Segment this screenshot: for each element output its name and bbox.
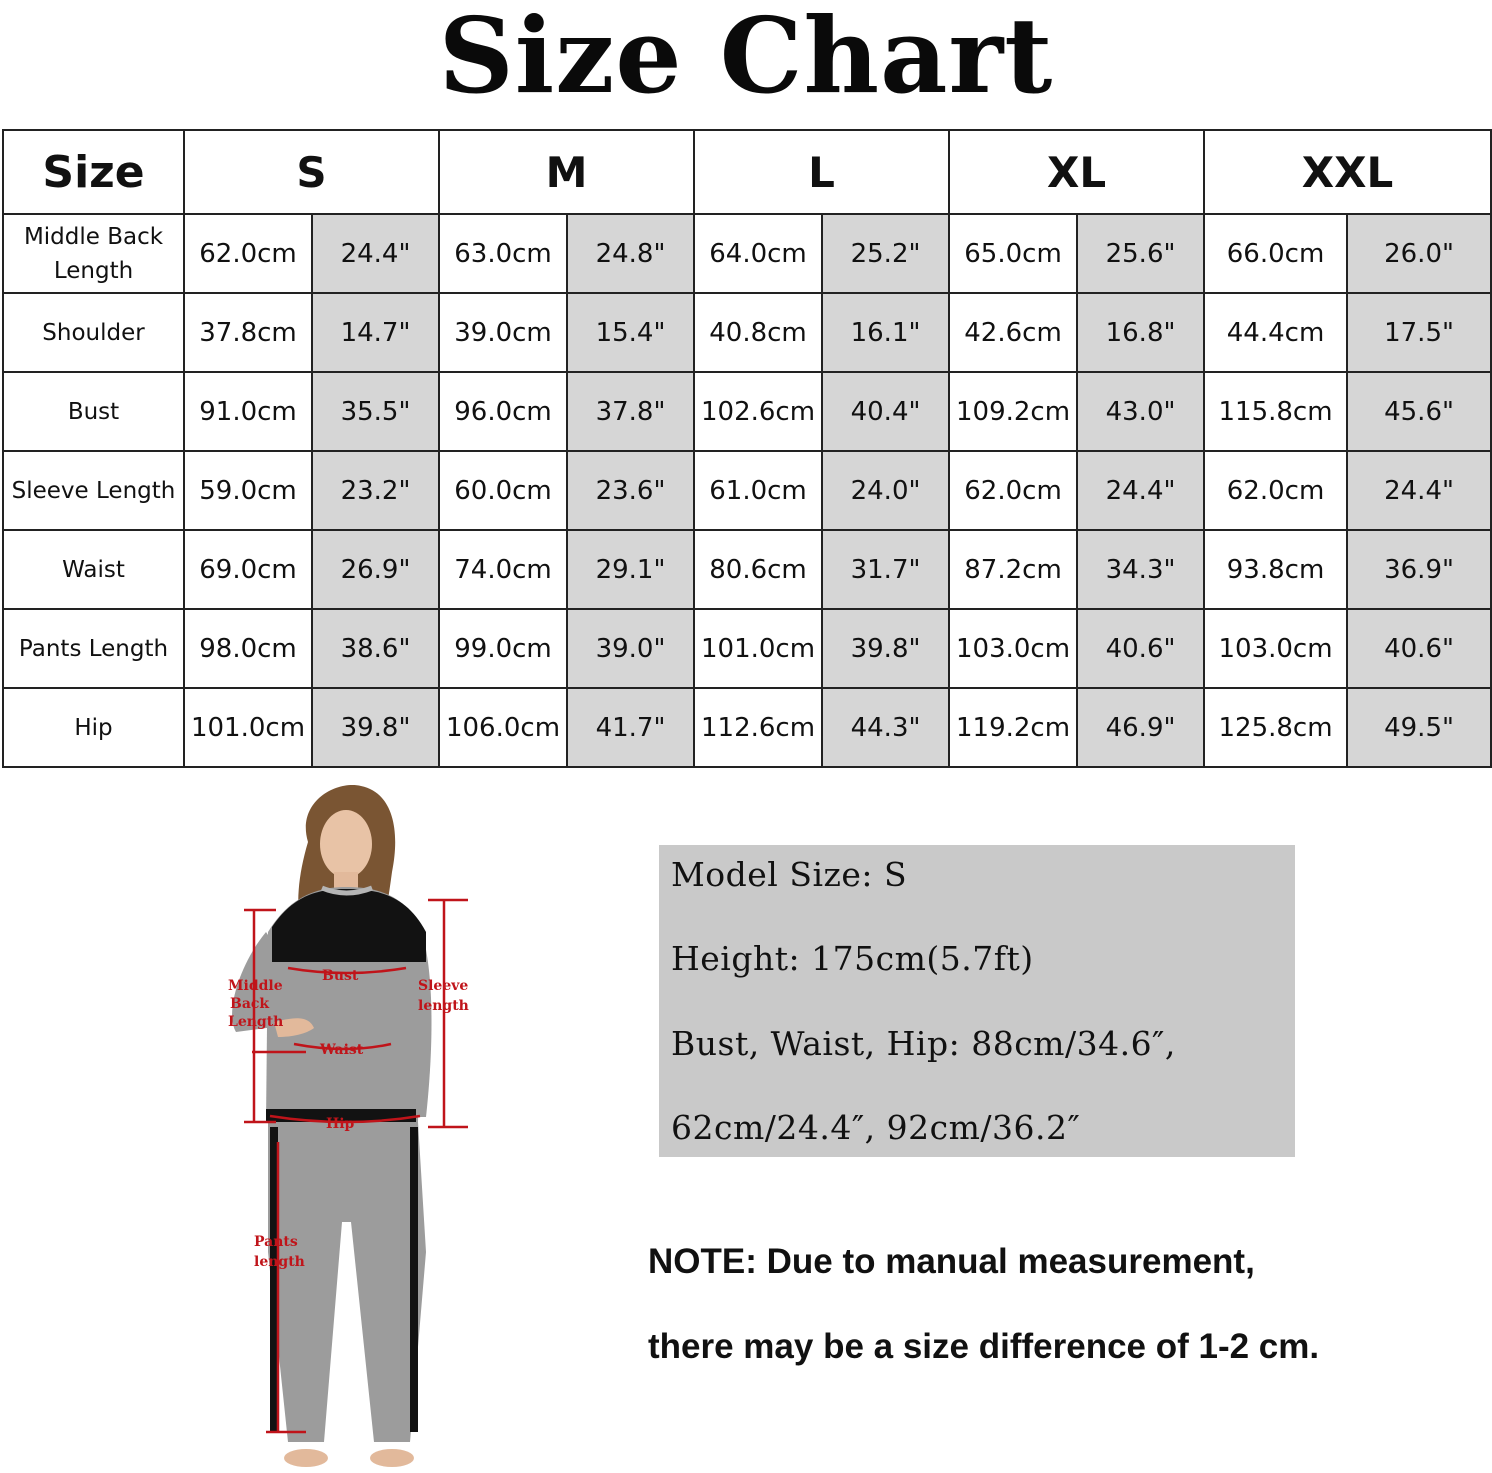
- model-height-text: Height: 175cm(5.7ft): [671, 939, 1034, 978]
- table-row: [3, 293, 1491, 372]
- cell-inch: 34.3": [1077, 530, 1204, 609]
- cell-inch: 40.6": [1077, 609, 1204, 688]
- model-info-box: [659, 845, 1295, 1157]
- sleeve-label-1: Sleeve: [418, 978, 469, 994]
- sleeve-label-2: length: [418, 998, 469, 1014]
- cell-cm: 66.0cm: [1204, 214, 1347, 293]
- size-col-xxl: XXL: [1204, 130, 1491, 214]
- size-col-m: M: [439, 130, 694, 214]
- cell-cm: 44.4cm: [1204, 293, 1347, 372]
- cell-cm: 65.0cm: [949, 214, 1077, 293]
- middle-back-label-2: Back: [230, 996, 270, 1012]
- model-figure: [196, 782, 496, 1472]
- cell-cm: 60.0cm: [439, 451, 567, 530]
- cell-inch: 24.4": [1077, 451, 1204, 530]
- size-col-s: S: [184, 130, 439, 214]
- cell-inch: 44.3": [822, 688, 949, 767]
- cell-inch: 29.1": [567, 530, 694, 609]
- row-label: Pants Length: [3, 609, 184, 688]
- cell-inch: 43.0": [1077, 372, 1204, 451]
- cell-cm: 64.0cm: [694, 214, 822, 293]
- note-line-2: there may be a size difference of 1-2 cm.: [648, 1327, 1320, 1366]
- pants-stripe-right: [410, 1127, 418, 1432]
- cell-inch: 39.8": [822, 609, 949, 688]
- cell-inch: 15.4": [567, 293, 694, 372]
- note-line-1: NOTE: Due to manual measurement,: [648, 1242, 1255, 1281]
- cell-cm: 101.0cm: [184, 688, 312, 767]
- cell-cm: 102.6cm: [694, 372, 822, 451]
- face-shape: [320, 810, 372, 878]
- cell-cm: 40.8cm: [694, 293, 822, 372]
- right-foot: [370, 1449, 414, 1467]
- cell-cm: 103.0cm: [1204, 609, 1347, 688]
- cell-cm: 87.2cm: [949, 530, 1077, 609]
- size-header: Size: [3, 130, 184, 214]
- cell-inch: 35.5": [312, 372, 439, 451]
- waist-label: Waist: [320, 1042, 364, 1058]
- cell-cm: 74.0cm: [439, 530, 567, 609]
- cell-inch: 31.7": [822, 530, 949, 609]
- size-table: [2, 129, 1492, 768]
- cell-inch: 16.1": [822, 293, 949, 372]
- cell-inch: 25.2": [822, 214, 949, 293]
- cell-inch: 25.6": [1077, 214, 1204, 293]
- cell-cm: 62.0cm: [949, 451, 1077, 530]
- row-label: Middle Back Length: [3, 214, 184, 293]
- row-label: Waist: [3, 530, 184, 609]
- cell-inch: 24.0": [822, 451, 949, 530]
- cell-inch: 46.9": [1077, 688, 1204, 767]
- cell-inch: 36.9": [1347, 530, 1491, 609]
- cell-inch: 45.6": [1347, 372, 1491, 451]
- cell-cm: 96.0cm: [439, 372, 567, 451]
- cell-cm: 125.8cm: [1204, 688, 1347, 767]
- middle-back-label-1: Middle: [228, 978, 283, 994]
- cell-cm: 61.0cm: [694, 451, 822, 530]
- pants-shape: [268, 1122, 426, 1442]
- left-foot: [284, 1449, 328, 1467]
- model-measurements-text: Bust, Waist, Hip: 88cm/34.6″,: [671, 1024, 1176, 1063]
- top-black-panel: [272, 889, 426, 962]
- cell-inch: 40.6": [1347, 609, 1491, 688]
- table-header-row: [3, 130, 1491, 214]
- table-row: [3, 688, 1491, 767]
- cell-cm: 91.0cm: [184, 372, 312, 451]
- cell-cm: 106.0cm: [439, 688, 567, 767]
- bust-label: Bust: [322, 968, 359, 984]
- size-col-l: L: [694, 130, 949, 214]
- cell-inch: 14.7": [312, 293, 439, 372]
- cell-inch: 23.6": [567, 451, 694, 530]
- cell-cm: 39.0cm: [439, 293, 567, 372]
- cell-cm: 98.0cm: [184, 609, 312, 688]
- cell-cm: 80.6cm: [694, 530, 822, 609]
- pants-label-1: Pants: [254, 1234, 298, 1250]
- cell-cm: 99.0cm: [439, 609, 567, 688]
- cell-cm: 115.8cm: [1204, 372, 1347, 451]
- hip-label: Hip: [326, 1116, 355, 1132]
- cell-cm: 93.8cm: [1204, 530, 1347, 609]
- table-row: [3, 609, 1491, 688]
- model-measurements-text-2: 62cm/24.4″, 92cm/36.2″: [671, 1108, 1081, 1147]
- table-row: [3, 214, 1491, 293]
- cell-inch: 38.6": [312, 609, 439, 688]
- cell-cm: 63.0cm: [439, 214, 567, 293]
- table-row: [3, 451, 1491, 530]
- cell-inch: 39.0": [567, 609, 694, 688]
- cell-cm: 101.0cm: [694, 609, 822, 688]
- cell-cm: 119.2cm: [949, 688, 1077, 767]
- table-row: [3, 372, 1491, 451]
- cell-inch: 39.8": [312, 688, 439, 767]
- pants-label-2: length: [254, 1254, 305, 1270]
- cell-inch: 26.0": [1347, 214, 1491, 293]
- model-size-text: Model Size: S: [671, 855, 908, 894]
- cell-cm: 62.0cm: [184, 214, 312, 293]
- row-label: Sleeve Length: [3, 451, 184, 530]
- size-col-xl: XL: [949, 130, 1204, 214]
- cell-cm: 37.8cm: [184, 293, 312, 372]
- cell-cm: 112.6cm: [694, 688, 822, 767]
- cell-cm: 109.2cm: [949, 372, 1077, 451]
- cell-inch: 24.8": [567, 214, 694, 293]
- page-title: Size Chart: [438, 0, 1054, 117]
- cell-cm: 59.0cm: [184, 451, 312, 530]
- row-label: Hip: [3, 688, 184, 767]
- table-row: [3, 530, 1491, 609]
- cell-inch: 17.5": [1347, 293, 1491, 372]
- cell-inch: 24.4": [1347, 451, 1491, 530]
- cell-inch: 23.2": [312, 451, 439, 530]
- row-label: Shoulder: [3, 293, 184, 372]
- row-label: Bust: [3, 372, 184, 451]
- cell-cm: 62.0cm: [1204, 451, 1347, 530]
- table-body: [3, 214, 1491, 767]
- middle-back-label-3: Length: [228, 1014, 284, 1030]
- cell-inch: 16.8": [1077, 293, 1204, 372]
- cell-cm: 103.0cm: [949, 609, 1077, 688]
- cell-inch: 26.9": [312, 530, 439, 609]
- cell-inch: 40.4": [822, 372, 949, 451]
- cell-inch: 41.7": [567, 688, 694, 767]
- cell-cm: 42.6cm: [949, 293, 1077, 372]
- cell-inch: 49.5": [1347, 688, 1491, 767]
- cell-inch: 24.4": [312, 214, 439, 293]
- cell-cm: 69.0cm: [184, 530, 312, 609]
- cell-inch: 37.8": [567, 372, 694, 451]
